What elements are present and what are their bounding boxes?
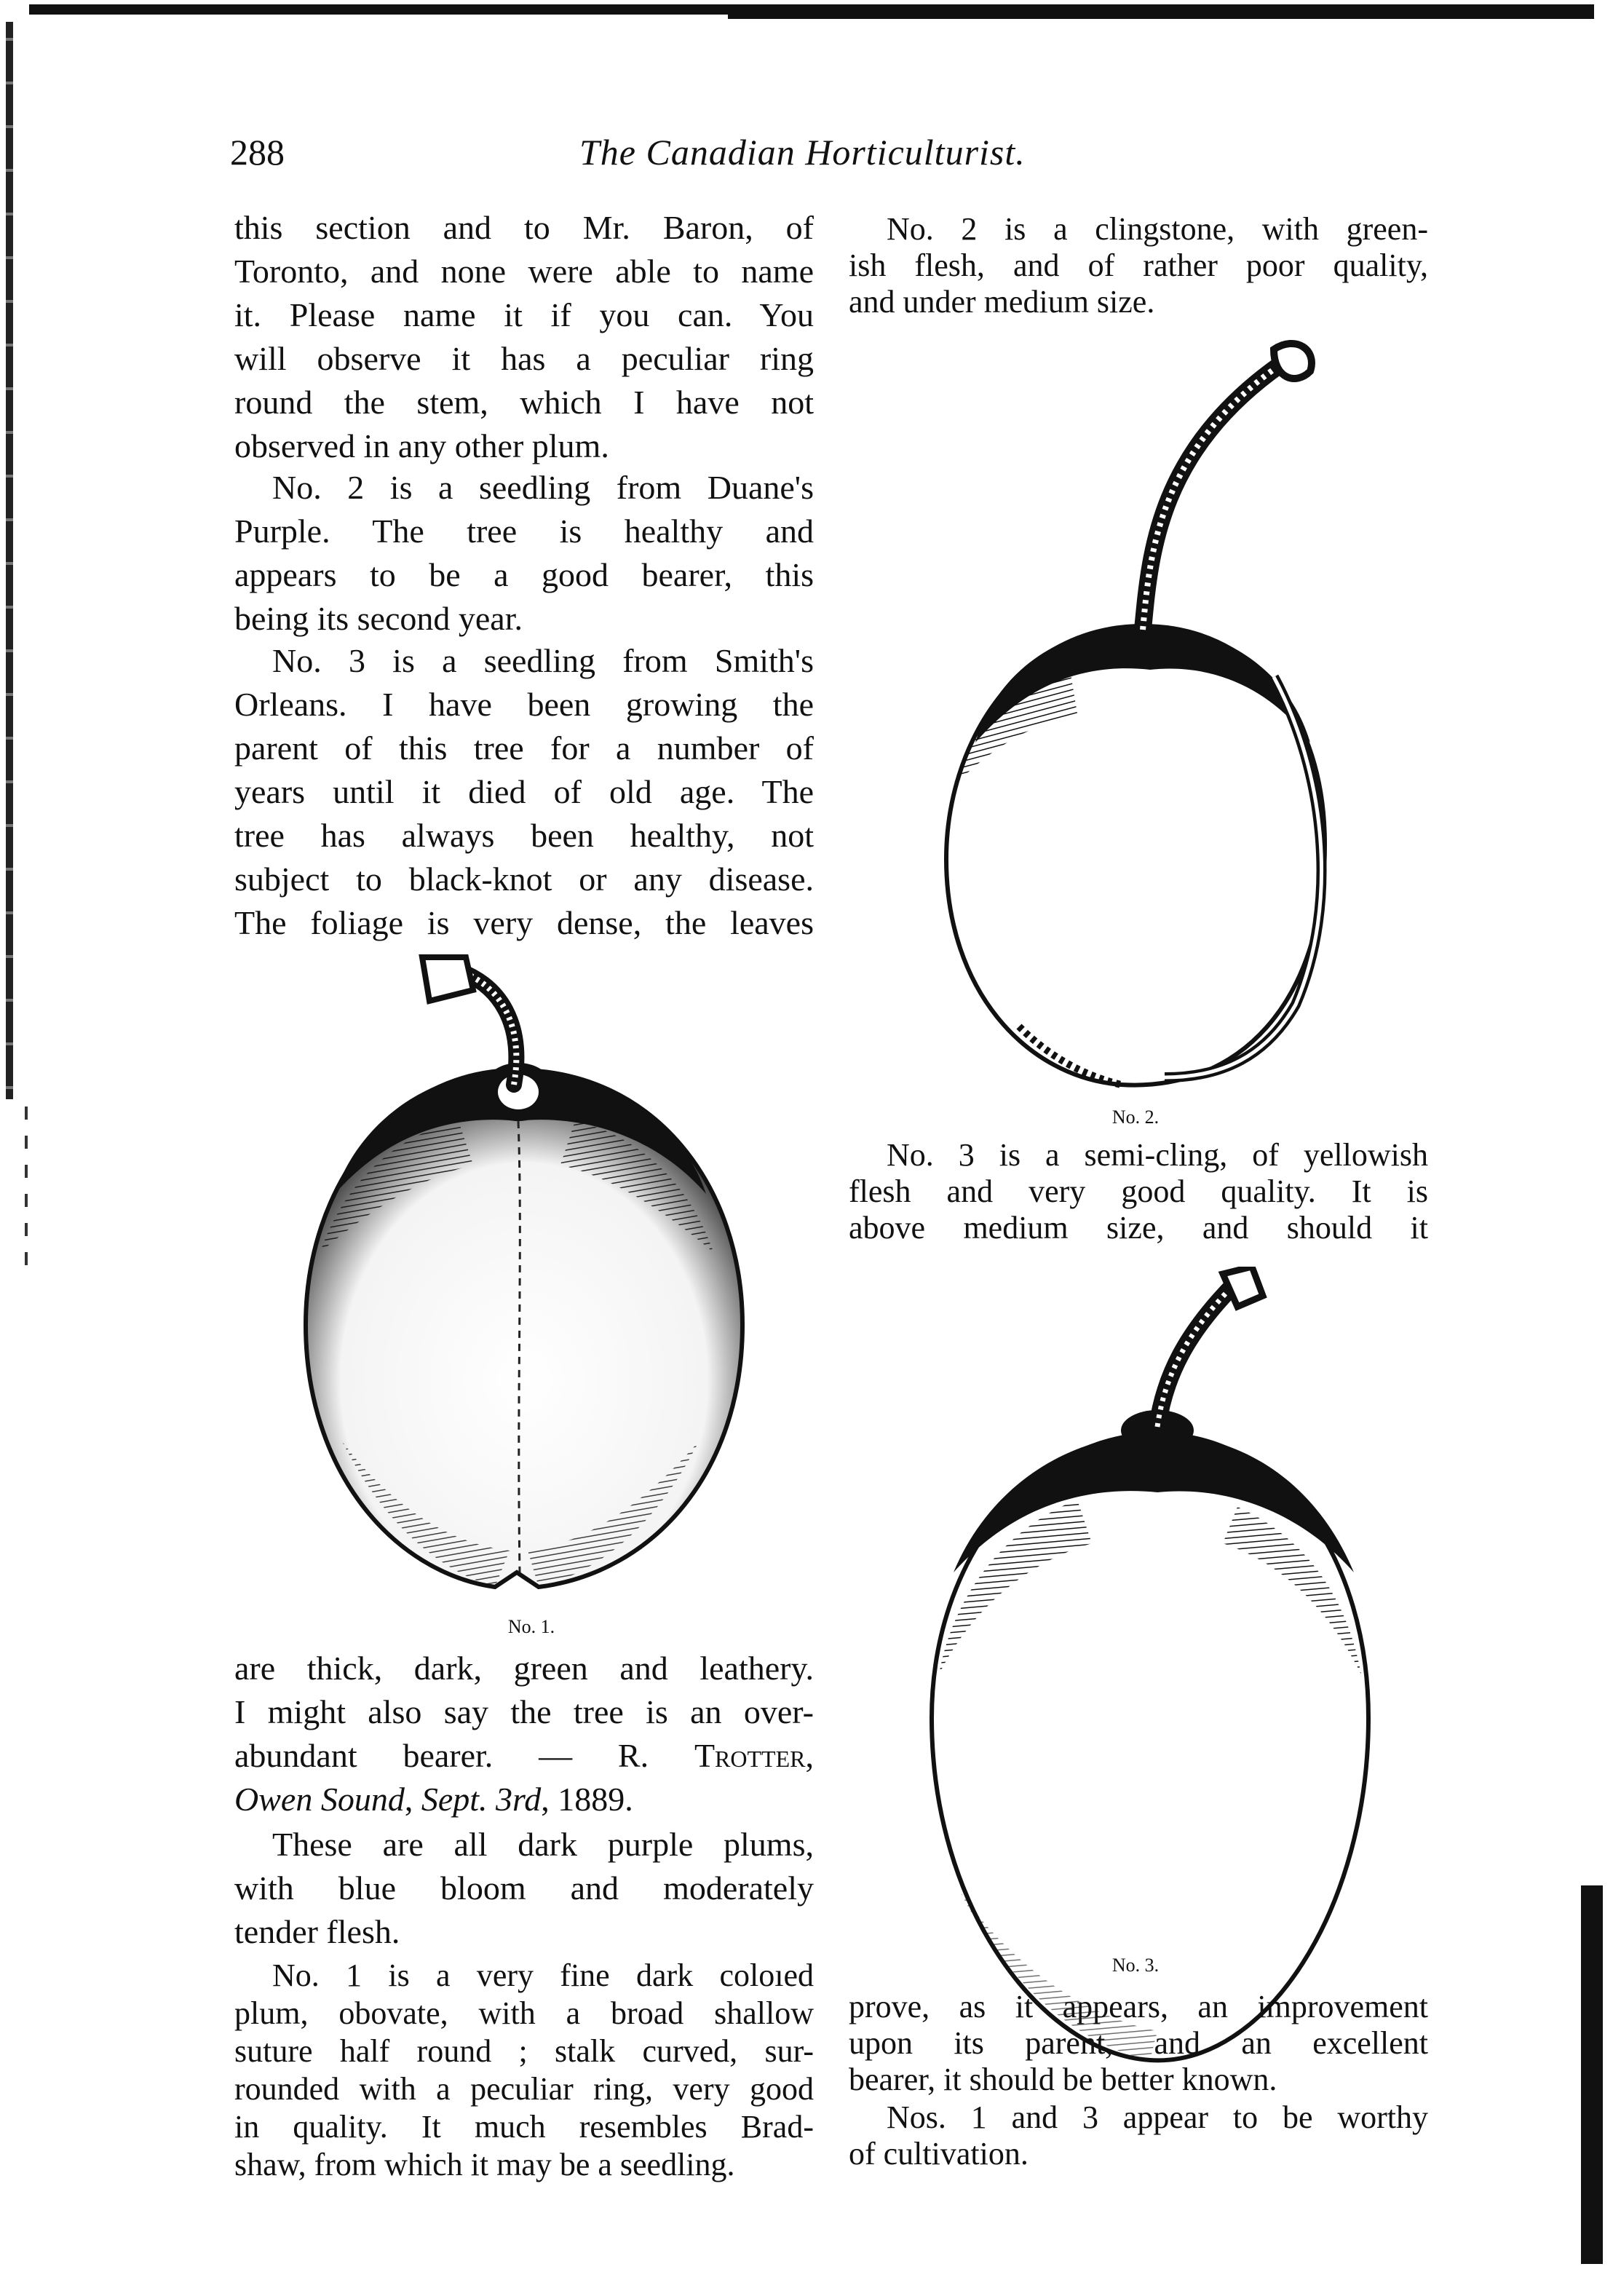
right-para-1: No. 2 is a clingstone, with green- ish flesh, and of rather poor quality, and under medium size. [849,211,1428,320]
running-title: The Canadian Horticulturist. [579,132,1026,173]
left-para-2: No. 2 is a seedling from Duane's Purple. The tree is healthy and appears to be a good bearer, this being its second year. [234,469,814,637]
page-number: 288 [230,132,285,173]
page-header [230,131,1438,182]
scan-top-edge [29,4,1594,15]
scan-left-edge [6,22,13,1099]
figure-caption-no-3: No. 3. [1111,1955,1160,1976]
figure-caption-no-2: No. 2. [1111,1107,1160,1128]
right-para-4: Nos. 1 and 3 appear to be worthy of cultivation. [849,2099,1428,2172]
left-para-6: No. 1 is a very fine dark coloıed plum, obovate, with a broad shallow suture half round ; stalk curved, sur- rounded with a peculiar ring, very good in quality. It much resembles Brad- shaw, from which it may be a seedling. [234,1957,814,2182]
scan-left-edge-fragment [25,1107,28,1281]
signature-name: Trotter, [694,1737,814,1774]
plum-illustration-no-2 [932,335,1354,1107]
left-para-5: These are all dark purple plums, with blue bloom and moderately tender flesh. [234,1826,814,1950]
signature-place: Owen Sound [234,1781,405,1818]
signature-date: Sept. 3rd [421,1781,542,1818]
right-para-3: prove, as it appears, an improvement upon its parent, and an excellent bearer, it should be better known. [849,1989,1428,2097]
signature-year: 1889. [558,1781,633,1818]
right-para-2: No. 3 is a semi-cling, of yellowish flesh and very good quality. It is above medium size, and should it [849,1137,1428,1246]
scan-right-edge [1581,1885,1603,2264]
figure-caption-no-1: No. 1. [507,1616,555,1637]
scan-top-edge-thick [728,15,1594,19]
left-para-4: are thick, dark, green and leathery. I might also say the tree is an over- abundant bearer. — R. Trotter, Owen Sound, Sept. 3rd, 1889. [234,1650,814,1818]
left-para-3: No. 3 is a seedling from Smith's Orleans. I have been growing the parent of this tree for a number of years until it died of old age. The tree has always been healthy, not subject to black-knot or any disease. The foliage is very dense, the leaves [234,642,814,941]
left-para-1: this section and to Mr. Baron, of Toronto, and none were able to name it. Please name it if you can. You will observe it has a peculiar ring round the stem, which I have not observed in any other plum. [234,209,814,464]
plum-illustration-no-1 [277,946,801,1616]
